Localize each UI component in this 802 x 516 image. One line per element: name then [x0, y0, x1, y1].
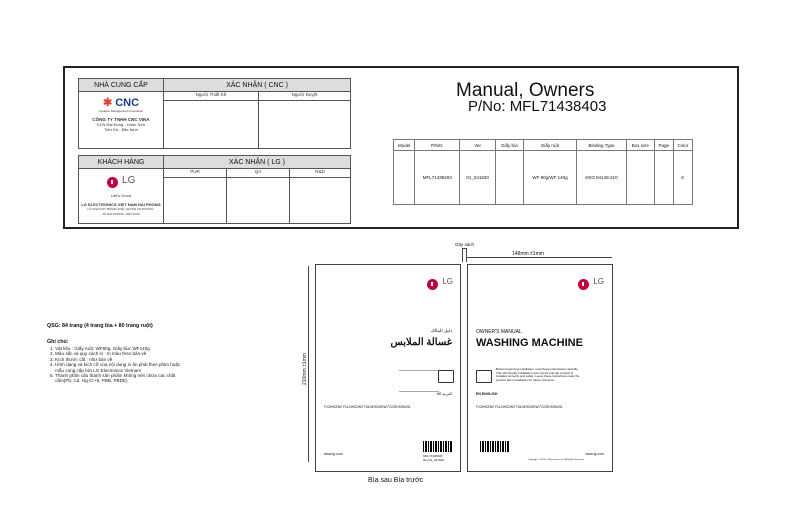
front-cover	[467, 264, 613, 472]
part-table-header	[394, 140, 693, 151]
part-table-cell	[496, 151, 524, 205]
back-barcode	[423, 441, 453, 452]
part-table-cell	[626, 151, 654, 205]
supplier-table	[78, 78, 351, 149]
part-table-header-cell: Ver	[460, 140, 496, 151]
rnd-label: R&D	[290, 169, 351, 178]
back-warning-text-block	[399, 370, 439, 392]
note-item: 4. Hình dạng và kích cỡ của nội dung in ấn phải theo phim hoặc	[50, 362, 181, 368]
front-copyright: Copyright © 2020 LG Electronics Inc. All Rights Reserved	[528, 459, 584, 461]
book-icon	[438, 370, 454, 383]
front-owners-manual: OWNER'S MANUAL	[476, 329, 522, 335]
qa-label: QA	[227, 169, 290, 178]
height-dimension-line	[308, 266, 309, 462]
front-url: www.lg.com	[585, 452, 604, 456]
back-pno: MFL71438403	[423, 454, 443, 458]
part-table-header-cell: Giấy ruột	[523, 140, 577, 151]
back-lang-label: AR العربية	[436, 392, 452, 396]
part-table	[393, 139, 693, 205]
pur-label: PUR	[164, 169, 227, 178]
back-lg-logo: LG	[427, 277, 453, 295]
part-table-header-cell: Color	[673, 140, 692, 151]
part-table-cell	[654, 151, 673, 205]
customer-address-1: LÔ CN2 KCN TRÀNG DUỆ, HUYỆN AN DƯƠNG,	[87, 207, 155, 211]
customer-address-2: TP HẢI PHÒNG, VIỆT NAM	[102, 212, 140, 216]
note-item: 1. Vật liệu : Giấy ruột: WF80g, Giấy bìa: WF140g	[50, 346, 150, 351]
part-table-cell	[394, 151, 415, 205]
customer-cell	[79, 169, 164, 224]
front-product-title: WASHING MACHINE	[476, 337, 583, 349]
front-barcode	[480, 441, 510, 452]
front-warning: Before beginning installation, read these instructions carefully. This will simplify installation and ensure that the product is installed correctly and safely. Leave these instructions near the product after installation for future reference.	[496, 367, 580, 382]
customer-header: KHÁCH HÀNG	[79, 156, 164, 169]
confirm-lg-header: XÁC NHẬN ( LG )	[164, 156, 351, 169]
cnc-tagline: Creative Management Innovation	[98, 109, 144, 113]
part-table-cell: MFL71438403	[415, 151, 460, 205]
part-table-cell: 01_041520	[460, 151, 496, 205]
back-arabic-title: غسالة الملابس	[390, 337, 452, 348]
lg-logo-icon	[427, 279, 438, 290]
width-dimension-line	[466, 257, 612, 258]
width-dimension: 148mm ±1mm	[512, 251, 544, 257]
note-item: 2. Màu sắc và quy cách in : In màu theo bản vẽ	[50, 351, 147, 357]
part-number: P/No: MFL71438403	[468, 98, 607, 115]
cover-caption: Bìa sau Bìa trước	[368, 477, 424, 484]
cnc-logo: ✱ CNC	[102, 97, 140, 109]
part-table-header-cell: Box size	[626, 140, 654, 151]
lg-logo: LG	[79, 175, 163, 193]
spine-mark	[462, 248, 467, 262]
part-table-header-cell: Page	[654, 140, 673, 151]
part-table-cell: KEO 84148-210	[577, 151, 626, 205]
spine-label: Gáy sách	[455, 242, 475, 247]
lg-logo-icon	[578, 279, 589, 290]
part-table-cell: WF 80g/WF 140g	[523, 151, 577, 205]
lg-tagline: Life's Good	[110, 193, 132, 198]
part-table-header-cell: Model	[394, 140, 415, 151]
book-icon	[476, 370, 492, 383]
note-item: mẫu cung cấp bởi LG Electronics Vietnam	[50, 367, 142, 373]
part-table-header-cell: P/NO.	[415, 140, 460, 151]
part-table-row	[394, 151, 693, 205]
qsg-info: QSG: 84 trang (4 trang bìa + 80 trang ruột)	[47, 323, 153, 329]
notes-title: Ghi chú:	[47, 339, 69, 345]
manual-title: Manual, Owners	[456, 80, 595, 101]
part-table-header-cell: Giấy bìa	[496, 140, 524, 151]
customer-table	[78, 155, 351, 224]
back-small-arabic: دليل المالك	[430, 328, 452, 333]
front-lang-label: EN ENGLISH	[476, 392, 498, 396]
lg-logo-icon	[107, 177, 118, 188]
note-item: cấm(Pb, Cd, Hg Cr+6, PBB, PBDE)	[50, 378, 128, 384]
part-table-header-cell: Binding Type	[577, 140, 626, 151]
confirm-cnc-header: XÁC NHẬN ( CNC )	[164, 79, 351, 92]
supplier-address-2: Tiên Du - Bắc Ninh	[104, 127, 138, 132]
supplier-header: NHÀ CUNG CẤP	[79, 79, 164, 92]
front-models: F2J3HS2W2 F14J3HS2W2 F18J3HS2W1W F22J3HS2W1W	[476, 405, 563, 409]
supplier-company-name: CÔNG TY TNHH CNC VINA	[92, 117, 150, 122]
customer-company-name: LG ELECTRONICS VIET NAM HAI PHONG	[81, 202, 161, 207]
part-table-cell: K	[673, 151, 692, 205]
back-cover	[315, 264, 461, 472]
back-url: www.lg.com	[324, 452, 343, 456]
front-lg-logo: LG	[578, 277, 604, 295]
back-models: F2J3HS2W2 F14J3HS2W2 F18J3HS2W1W F22J3HS2W1W	[324, 405, 411, 409]
approver-label: Người Duyệt	[259, 92, 351, 101]
supplier-cell	[79, 92, 164, 149]
note-item: 5. Thành phần cấu thành sản phẩm không nên chứa các chất	[50, 373, 176, 379]
notes-list	[50, 346, 230, 384]
note-item: 3. Kích thước cắt : như bản vẽ	[50, 356, 113, 362]
designer-label: Người Thiết Kế	[164, 92, 259, 101]
height-dimension: 210mm ±1mm	[302, 353, 308, 385]
supplier-address-1: KCN Đại Đồng - Hoàn Sơn	[97, 122, 145, 127]
back-rev: Rev.01_041520	[423, 458, 444, 462]
